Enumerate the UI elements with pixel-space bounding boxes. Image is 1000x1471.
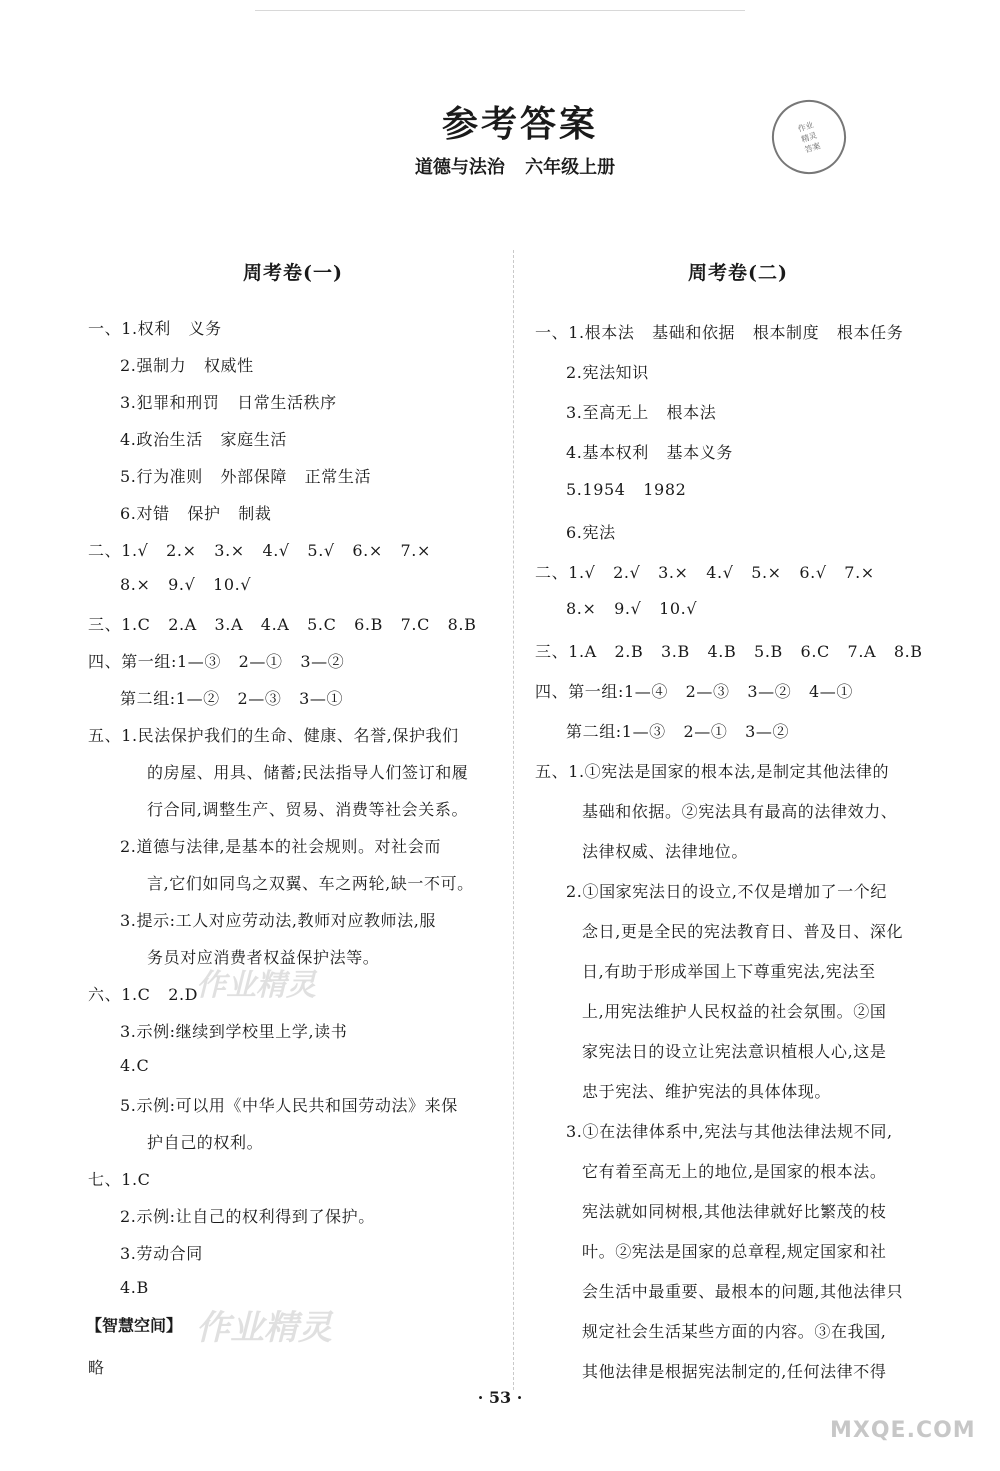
right-line: 一、1.根本法 基础和依据 根本制度 根本任务 (535, 323, 904, 342)
right-line: 2.宪法知识 (566, 363, 649, 382)
left-line: 4.政治生活 家庭生活 (120, 430, 287, 449)
page-subtitle: 道德与法治 六年级上册 (414, 157, 616, 178)
left-line: 3.提示:工人对应劳动法,教师对应教师法,服 (120, 911, 437, 930)
left-line: 五、1.民法保护我们的生命、健康、名誉,保护我们 (88, 726, 459, 745)
top-rule (255, 10, 745, 11)
left-line: 5.示例:可以用《中华人民共和国劳动法》来保 (120, 1096, 458, 1115)
right-line: 家宪法日的设立让宪法意识植根人心,这是 (582, 1042, 887, 1061)
left-line: 护自己的权利。 (147, 1133, 264, 1152)
left-line: 行合同,调整生产、贸易、消费等社会关系。 (147, 800, 469, 819)
left-line: 5.行为准则 外部保障 正常生活 (120, 467, 372, 486)
right-line: 法律权威、法律地位。 (582, 842, 749, 861)
right-line: 上,用宪法维护人民权益的社会氛围。②国 (582, 1002, 887, 1021)
page-title: 参考答案 (441, 103, 598, 145)
right-line: 2.①国家宪法日的设立,不仅是增加了一个纪 (566, 882, 887, 901)
right-line: 二、1.√ 2.√ 3.× 4.√ 5.× 6.√ 7.× (535, 563, 875, 582)
stamp-line: 答案 (803, 140, 822, 155)
watermark-logo: MXQE.COM (830, 1418, 976, 1443)
right-line: 3.①在法律体系中,宪法与其他法律法规不同, (566, 1122, 893, 1141)
left-line: 二、1.√ 2.× 3.× 4.√ 5.√ 6.× 7.× (88, 541, 431, 560)
left-line: 3.劳动合同 (120, 1244, 203, 1263)
right-line: 念日,更是全民的宪法教育日、普及日、深化 (582, 922, 904, 941)
right-line: 6.宪法 (566, 523, 616, 542)
left-column-heading: 周考卷(一) (243, 262, 343, 284)
left-line: 2.强制力 权威性 (120, 356, 254, 375)
page-number: · 53 · (477, 1388, 523, 1407)
left-line: 2.道德与法律,是基本的社会规则。对社会而 (120, 837, 441, 856)
column-divider (513, 250, 514, 1390)
left-line: 第二组:1—② 2—③ 3—① (120, 689, 344, 708)
left-line: 8.× 9.√ 10.√ (120, 575, 252, 594)
right-line: 四、第一组:1—④ 2—③ 3—② 4—① (535, 682, 853, 701)
left-line: 4.C (120, 1056, 150, 1075)
right-line: 8.× 9.√ 10.√ (566, 599, 698, 618)
stamp-line: 作业 (796, 119, 815, 134)
left-line: 4.B (120, 1278, 149, 1297)
left-line: 三、1.C 2.A 3.A 4.A 5.C 6.B 7.C 8.B (88, 615, 477, 634)
left-line: 六、1.C 2.D (88, 985, 199, 1004)
right-line: 会生活中最重要、最根本的问题,其他法律只 (582, 1282, 904, 1301)
left-line: 的房屋、用具、储蓄;民法指导人们签订和履 (147, 763, 469, 782)
left-line: 七、1.C (88, 1170, 151, 1189)
left-line: 3.犯罪和刑罚 日常生活秩序 (120, 393, 337, 412)
right-line: 第二组:1—③ 2—① 3—② (566, 722, 790, 741)
right-line: 宪法就如同树根,其他法律就好比繁茂的枝 (582, 1202, 887, 1221)
right-line: 4.基本权利 基本义务 (566, 443, 733, 462)
right-line: 忠于宪法、维护宪法的具体体现。 (582, 1082, 832, 1101)
left-line: 四、第一组:1—③ 2—① 3—② (88, 652, 345, 671)
left-line: 务员对应消费者权益保护法等。 (147, 948, 380, 967)
left-line: 言,它们如同鸟之双翼、车之两轮,缺一不可。 (147, 874, 474, 893)
left-line: 3.示例:继续到学校里上学,读书 (120, 1022, 348, 1041)
right-line: 三、1.A 2.B 3.B 4.B 5.B 6.C 7.A 8.B (535, 642, 923, 661)
right-line: 3.至高无上 根本法 (566, 403, 717, 422)
stamp-line: 精灵 (800, 130, 818, 144)
right-line: 其他法律是根据宪法制定的,任何法律不得 (582, 1362, 887, 1381)
left-line: 2.示例:让自己的权利得到了保护。 (120, 1207, 375, 1226)
right-line: 日,有助于形成举国上下尊重宪法,宪法至 (582, 962, 876, 981)
right-line: 它有着至高无上的地位,是国家的根本法。 (582, 1162, 887, 1181)
left-line: 一、1.权利 义务 (88, 319, 222, 338)
left-line: 6.对错 保护 制裁 (120, 504, 272, 523)
watermark-text: 作业精灵 (196, 968, 316, 1003)
watermark-text: 作业精灵 (196, 1308, 332, 1348)
wisdom-space-answer: 略 (88, 1358, 105, 1377)
right-line: 基础和依据。②宪法具有最高的法律效力、 (582, 802, 898, 821)
right-column-heading: 周考卷(二) (688, 262, 788, 284)
right-line: 规定社会生活某些方面的内容。③在我国, (582, 1322, 887, 1341)
right-line: 5.1954 1982 (566, 480, 687, 499)
wisdom-space-label: 【智慧空间】 (86, 1316, 183, 1335)
right-line: 叶。②宪法是国家的总章程,规定国家和社 (582, 1242, 887, 1261)
right-line: 五、1.①宪法是国家的根本法,是制定其他法律的 (535, 762, 890, 781)
